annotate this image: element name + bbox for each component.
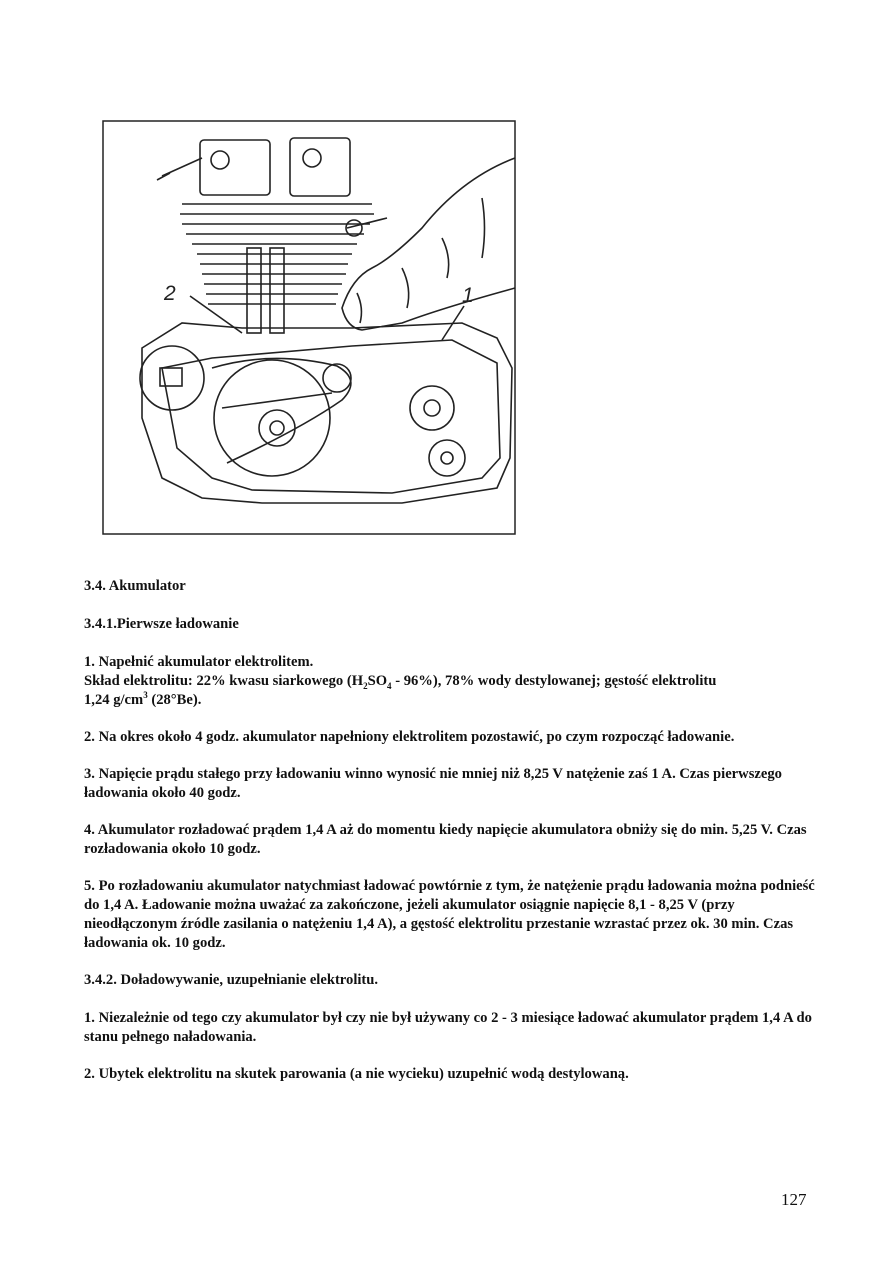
step-4: 4. Akumulator rozładować prądem 1,4 A aż do momentu kiedy napięcie akumulatora obniży się do min. 5,25 V. Czas rozładowania około 10 godz. — [84, 822, 807, 857]
engine-drawing — [102, 118, 517, 536]
subsection-heading-first-charge: 3.4.1.Pierwsze ładowanie — [84, 616, 239, 632]
callout-2: 2 — [164, 282, 176, 305]
maintenance-1: 1. Niezależnie od tego czy akumulator był czy nie był używany co 2 - 3 miesiące ładować akumulator prądem 1,4 A do stanu pełnego naładowania. — [84, 1010, 812, 1045]
document-body — [84, 577, 819, 1102]
step-2: 2. Na okres około 4 godz. akumulator napełniony elektrolitem pozostawić, po czym rozpocząć ładowanie. — [84, 729, 735, 745]
subsection-heading-recharging: 3.4.2. Doładowywanie, uzupełnianie elektrolitu. — [84, 972, 379, 988]
step-3: 3. Napięcie prądu stałego przy ładowaniu winno wynosić nie mniej niż 8,25 V natężenie zaś 1 A. Czas pierwszego ładowania około 40 godz. — [84, 766, 782, 801]
step-1-composition: Skład elektrolitu: 22% kwasu siarkowego $(H_2SO_4 - 96\%)$, 78% wody destylowanej; gęstość elektrolitu — [84, 673, 717, 691]
section-heading: 3.4. Akumulator — [84, 578, 186, 594]
page-number: 127 — [781, 1190, 807, 1209]
step-1-title: 1. Napełnić akumulator elektrolitem. — [84, 654, 314, 670]
step-1-density: 1,24 $g/cm^3$ (28°Be). — [84, 690, 202, 708]
step-5: 5. Po rozładowaniu akumulator natychmiast ładować powtórnie z tym, że natężenie prądu ładowania można podnieść do 1,4 A. Ładowanie można uważać za zakończone, jeżeli akumulator osiągnie napięcie 8,1 - 8,25 V (przy nieodłączonym źródle zasilania o natężeniu 1,4 A), a gęstość elektrolitu przestanie wzrastać przez ok. 30 min. Czas ładowania ok. 10 godz. — [84, 878, 815, 951]
callout-1: 1 — [462, 284, 474, 307]
maintenance-2: 2. Ubytek elektrolitu na skutek parowania (a nie wycieku) uzupełnić wodą destylowaną. — [84, 1066, 629, 1082]
engine-illustration — [102, 118, 517, 536]
